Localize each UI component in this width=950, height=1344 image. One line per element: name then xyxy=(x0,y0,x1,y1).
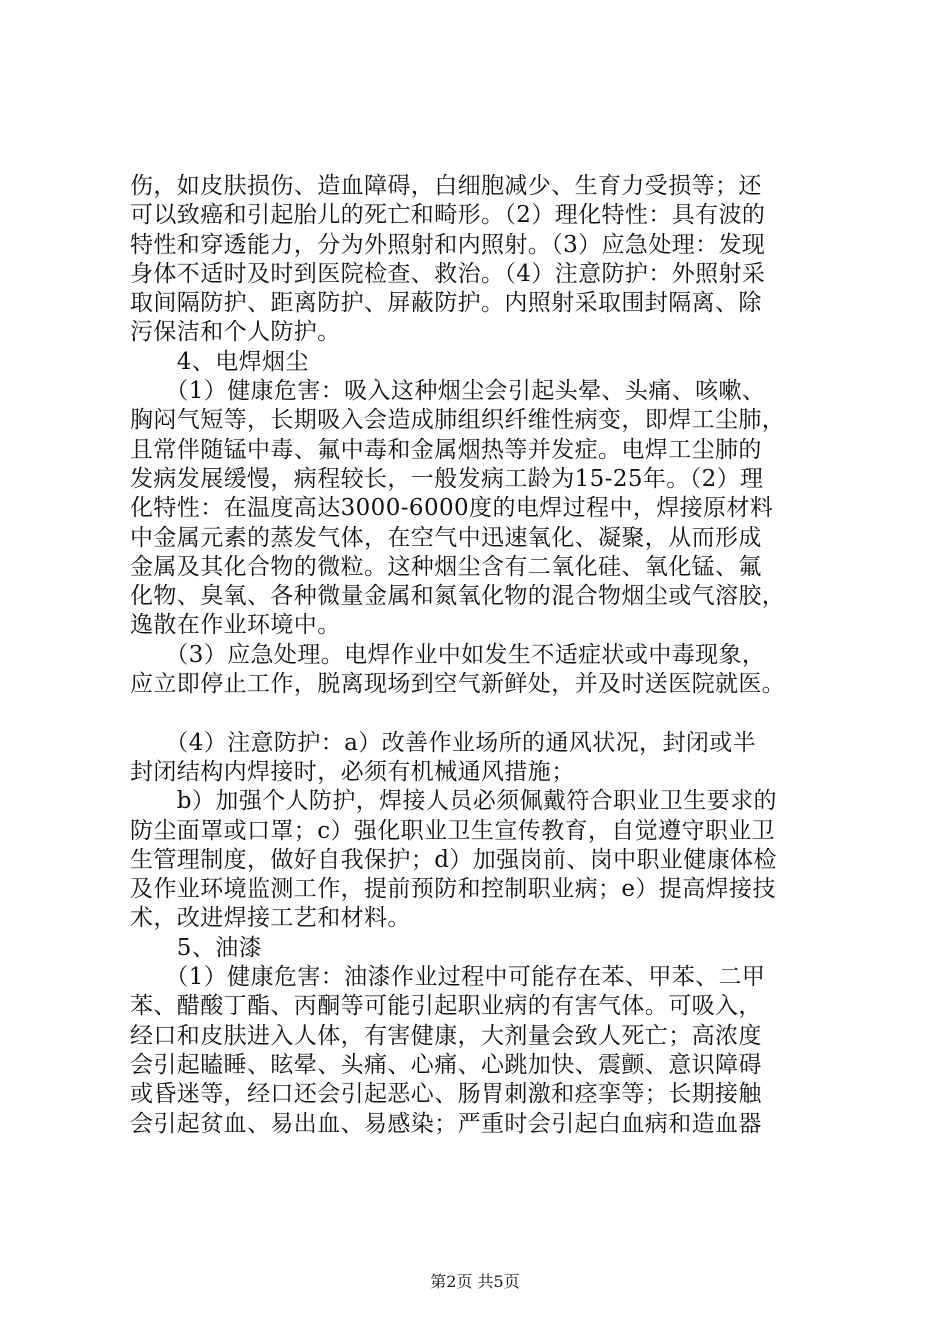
text-line: （4）注意防护：a）改善作业场所的通风状况，封闭或半 xyxy=(130,729,757,756)
text-line: 伤，如皮肤损伤、造血障碍，白细胞减少、生育力受损等；还 xyxy=(130,173,762,199)
text-line: 特性和穿透能力，分为外照射和内照射。（3）应急处理：发现 xyxy=(130,231,766,258)
page-footer: 第2页 共5页 xyxy=(430,1272,520,1291)
text-line: 发病发展缓慢，病程较长，一般发病工龄为15-25年。（2）理 xyxy=(130,465,764,492)
text-line: 术，改进焊接工艺和材料。 xyxy=(130,905,411,932)
text-line: 逸散在作业环境中。 xyxy=(130,612,341,639)
text-line: 或昏迷等，经口还会引起恶心、肠胃刺激和痉挛等；长期接触 xyxy=(130,1081,762,1108)
text-line: 身体不适时及时到医院检查、救治。（4）注意防护：外照射采 xyxy=(130,260,766,287)
text-line: 封闭结构内焊接时，必须有机械通风措施； xyxy=(130,758,575,785)
text-line: 生管理制度，做好自我保护；d）加强岗前、岗中职业健康体检 xyxy=(130,846,777,873)
text-line: 5、油漆 xyxy=(130,934,263,961)
text-line: 可以致癌和引起胎儿的死亡和畸形。（2）理化特性：具有波的 xyxy=(130,202,766,229)
text-line: 会引起贫血、易出血、易感染；严重时会引起白血病和造血器 xyxy=(130,1110,762,1137)
text-line: 化物、臭氧、各种微量金属和氮氧化物的混合物烟尘或气溶胶， xyxy=(130,583,786,610)
text-line: 会引起瞌睡、眩晕、头痛、心痛、心跳加快、震颤、意识障碍 xyxy=(130,1051,762,1078)
text-line: 4、电焊烟尘 xyxy=(130,348,309,375)
text-line: （1）健康危害：油漆作业过程中可能存在苯、甲苯、二甲 xyxy=(130,964,766,991)
text-line: 防尘面罩或口罩；c）强化职业卫生宣传教育，自觉遵守职业卫 xyxy=(130,817,776,844)
text-line: （1）健康危害：吸入这种烟尘会引起头晕、头痛、咳嗽、 xyxy=(130,378,766,405)
text-line: 苯、醋酸丁酯、丙酮等可能引起职业病的有害气体。可吸入， xyxy=(130,993,762,1020)
text-line: 应立即停止工作，脱离现场到空气新鲜处，并及时送医院就医。 xyxy=(130,671,786,698)
text-line: 胸闷气短等，长期吸入会造成肺组织纤维性病变，即焊工尘肺， xyxy=(130,407,786,434)
text-line: 化特性：在温度高达3000-6000度的电焊过程中，焊接原材料 xyxy=(130,495,774,522)
text-line: 经口和皮肤进入人体，有害健康，大剂量会致人死亡；高浓度 xyxy=(130,1022,762,1049)
text-line: 中金属元素的蒸发气体，在空气中迅速氧化、凝聚，从而形成 xyxy=(130,524,762,551)
text-line: 金属及其化合物的微粒。这种烟尘含有二氧化硅、氧化锰、氟 xyxy=(130,553,762,580)
text-line: 取间隔防护、距离防护、屏蔽防护。内照射采取围封隔离、除 xyxy=(130,290,762,317)
text-line: （3）应急处理。电焊作业中如发生不适症状或中毒现象， xyxy=(130,641,766,668)
blank-line xyxy=(130,699,830,728)
text-line: 且常伴随锰中毒、氟中毒和金属烟热等并发症。电焊工尘肺的 xyxy=(130,436,762,463)
text-line: b）加强个人防护，焊接人员必须佩戴符合职业卫生要求的 xyxy=(130,788,777,815)
text-line: 及作业环境监测工作，提前预防和控制职业病；e）提高焊接技 xyxy=(130,876,776,903)
document-body xyxy=(130,172,830,1139)
text-line: 污保洁和个人防护。 xyxy=(130,319,341,346)
